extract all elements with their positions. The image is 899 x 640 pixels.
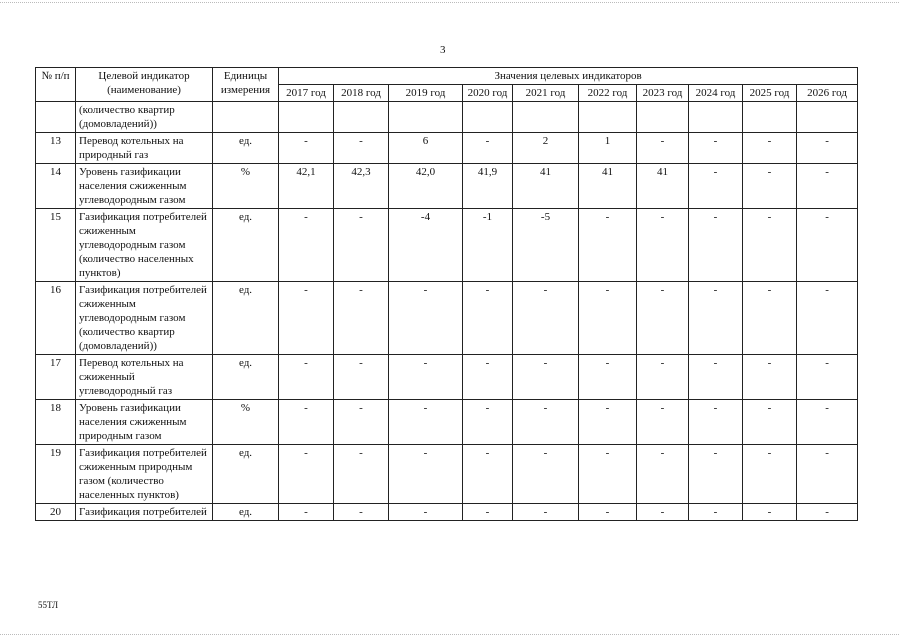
row-number: 20 — [36, 504, 76, 521]
document-code: 55ТЛ — [38, 600, 59, 610]
table-row — [36, 355, 858, 400]
indicator-value — [579, 102, 637, 133]
indicator-value: 1 — [579, 133, 637, 164]
indicator-value — [334, 102, 389, 133]
indicator-value: 42,0 — [389, 164, 463, 209]
indicator-value: - — [579, 445, 637, 504]
indicator-value: - — [743, 133, 797, 164]
indicator-value — [513, 102, 579, 133]
indicator-value: - — [637, 400, 689, 445]
indicator-value: - — [279, 209, 334, 282]
indicator-value: -4 — [389, 209, 463, 282]
indicator-value: - — [389, 282, 463, 355]
indicator-unit: ед. — [213, 133, 279, 164]
page-number: 3 — [440, 44, 446, 56]
indicator-value: - — [334, 133, 389, 164]
indicator-value: - — [334, 209, 389, 282]
indicator-value: - — [579, 504, 637, 521]
header-indicator: Целевой индикатор (наименование) — [76, 68, 213, 102]
indicator-value: - — [797, 355, 858, 400]
indicator-value: - — [689, 400, 743, 445]
indicator-name: Газификация потребителей сжиженным углеводородным газом (количество квартир (домовладений)) — [76, 282, 213, 355]
indicator-value: 41 — [637, 164, 689, 209]
indicator-value: - — [743, 355, 797, 400]
table-row — [36, 102, 858, 133]
indicator-value — [797, 102, 858, 133]
indicator-value: - — [463, 504, 513, 521]
header-num: № п/п — [36, 68, 76, 102]
row-number: 19 — [36, 445, 76, 504]
indicator-value — [637, 102, 689, 133]
table-row — [36, 209, 858, 282]
indicator-value: - — [279, 445, 334, 504]
header-year: 2020 год — [463, 85, 513, 102]
indicator-name: Перевод котельных на природный газ — [76, 133, 213, 164]
indicator-value: - — [513, 282, 579, 355]
indicator-name: Уровень газификации населения сжиженным углеводородным газом — [76, 164, 213, 209]
indicator-value: - — [334, 355, 389, 400]
indicator-value: - — [797, 133, 858, 164]
indicator-value — [689, 102, 743, 133]
table-row — [36, 400, 858, 445]
indicator-value: - — [513, 400, 579, 445]
header-year: 2024 год — [689, 85, 743, 102]
table-row — [36, 282, 858, 355]
indicator-value: - — [513, 504, 579, 521]
indicator-value: - — [279, 282, 334, 355]
header-year: 2021 год — [513, 85, 579, 102]
indicator-value: -5 — [513, 209, 579, 282]
indicator-value: - — [637, 282, 689, 355]
indicator-value: - — [637, 445, 689, 504]
indicator-value: 41 — [579, 164, 637, 209]
table-row — [36, 445, 858, 504]
indicator-unit: % — [213, 164, 279, 209]
indicator-value: - — [689, 164, 743, 209]
indicator-value: - — [743, 282, 797, 355]
header-values-group: Значения целевых индикаторов — [279, 68, 858, 85]
table-row — [36, 133, 858, 164]
indicator-value: - — [637, 133, 689, 164]
indicator-value: - — [579, 400, 637, 445]
indicator-value: - — [797, 445, 858, 504]
indicator-value: - — [689, 355, 743, 400]
indicator-value: - — [579, 282, 637, 355]
indicator-value: - — [389, 504, 463, 521]
indicator-value: - — [689, 504, 743, 521]
header-row-top — [36, 68, 858, 85]
indicator-value — [389, 102, 463, 133]
header-year: 2019 год — [389, 85, 463, 102]
indicator-value: - — [334, 445, 389, 504]
indicator-name: Уровень газификации населения сжиженным природным газом — [76, 400, 213, 445]
indicator-unit: ед. — [213, 282, 279, 355]
row-number: 13 — [36, 133, 76, 164]
indicator-value: - — [637, 209, 689, 282]
indicator-value: - — [579, 355, 637, 400]
indicator-name: Газификация потребителей сжиженным углеводородным газом (количество населенных пунктов) — [76, 209, 213, 282]
indicator-value: - — [463, 445, 513, 504]
header-year: 2017 год — [279, 85, 334, 102]
header-year: 2022 год — [579, 85, 637, 102]
indicator-value: 42,3 — [334, 164, 389, 209]
indicator-value: - — [637, 355, 689, 400]
indicator-unit — [213, 102, 279, 133]
indicator-value: - — [579, 209, 637, 282]
indicator-value: - — [334, 282, 389, 355]
indicator-value: - — [743, 209, 797, 282]
indicator-value: - — [797, 504, 858, 521]
indicator-value: - — [797, 282, 858, 355]
row-number: 15 — [36, 209, 76, 282]
indicator-value: 41 — [513, 164, 579, 209]
indicator-value: - — [689, 209, 743, 282]
row-number — [36, 102, 76, 133]
indicator-value: -1 — [463, 209, 513, 282]
indicator-value: - — [743, 445, 797, 504]
indicator-value: 42,1 — [279, 164, 334, 209]
indicator-value: - — [463, 400, 513, 445]
header-year: 2018 год — [334, 85, 389, 102]
indicator-value: - — [797, 400, 858, 445]
indicator-name: Газификация потребителей — [76, 504, 213, 521]
indicator-value: - — [797, 164, 858, 209]
indicator-value: - — [389, 400, 463, 445]
table-row — [36, 504, 858, 521]
indicator-value: - — [279, 504, 334, 521]
indicator-name: Перевод котельных на сжиженный углеводородный газ — [76, 355, 213, 400]
indicator-value: - — [637, 504, 689, 521]
indicator-value: 41,9 — [463, 164, 513, 209]
indicator-value: - — [463, 355, 513, 400]
indicator-value: - — [389, 445, 463, 504]
row-number: 18 — [36, 400, 76, 445]
indicator-unit: ед. — [213, 445, 279, 504]
indicator-value: - — [689, 282, 743, 355]
indicator-value: - — [463, 282, 513, 355]
indicator-value: - — [334, 400, 389, 445]
indicator-value: - — [743, 164, 797, 209]
indicator-value — [743, 102, 797, 133]
table-body — [36, 102, 858, 521]
indicator-unit: ед. — [213, 209, 279, 282]
indicator-value: - — [279, 133, 334, 164]
row-number: 14 — [36, 164, 76, 209]
indicator-value: - — [279, 355, 334, 400]
indicator-value: - — [389, 355, 463, 400]
indicator-value: - — [743, 400, 797, 445]
indicator-unit: ед. — [213, 355, 279, 400]
indicator-value: 6 — [389, 133, 463, 164]
indicator-name: (количество квартир (домовладений)) — [76, 102, 213, 133]
header-year: 2023 год — [637, 85, 689, 102]
indicator-value: - — [743, 504, 797, 521]
header-year: 2025 год — [743, 85, 797, 102]
indicator-value: - — [689, 133, 743, 164]
indicator-value: 2 — [513, 133, 579, 164]
indicator-value: - — [797, 209, 858, 282]
indicator-value — [463, 102, 513, 133]
indicator-value — [279, 102, 334, 133]
indicator-name: Газификация потребителей сжиженным природным газом (количество населенных пунктов) — [76, 445, 213, 504]
indicator-value: - — [279, 400, 334, 445]
indicator-value: - — [513, 445, 579, 504]
row-number: 17 — [36, 355, 76, 400]
scan-border-bottom — [0, 634, 899, 637]
header-year: 2026 год — [797, 85, 858, 102]
indicators-table — [35, 67, 858, 521]
indicator-unit: % — [213, 400, 279, 445]
row-number: 16 — [36, 282, 76, 355]
indicator-value: - — [463, 133, 513, 164]
indicator-unit: ед. — [213, 504, 279, 521]
indicator-value: - — [513, 355, 579, 400]
table-row — [36, 164, 858, 209]
indicator-value: - — [334, 504, 389, 521]
scan-border-top — [0, 2, 899, 5]
indicator-value: - — [689, 445, 743, 504]
header-units: Единицы измерения — [213, 68, 279, 102]
